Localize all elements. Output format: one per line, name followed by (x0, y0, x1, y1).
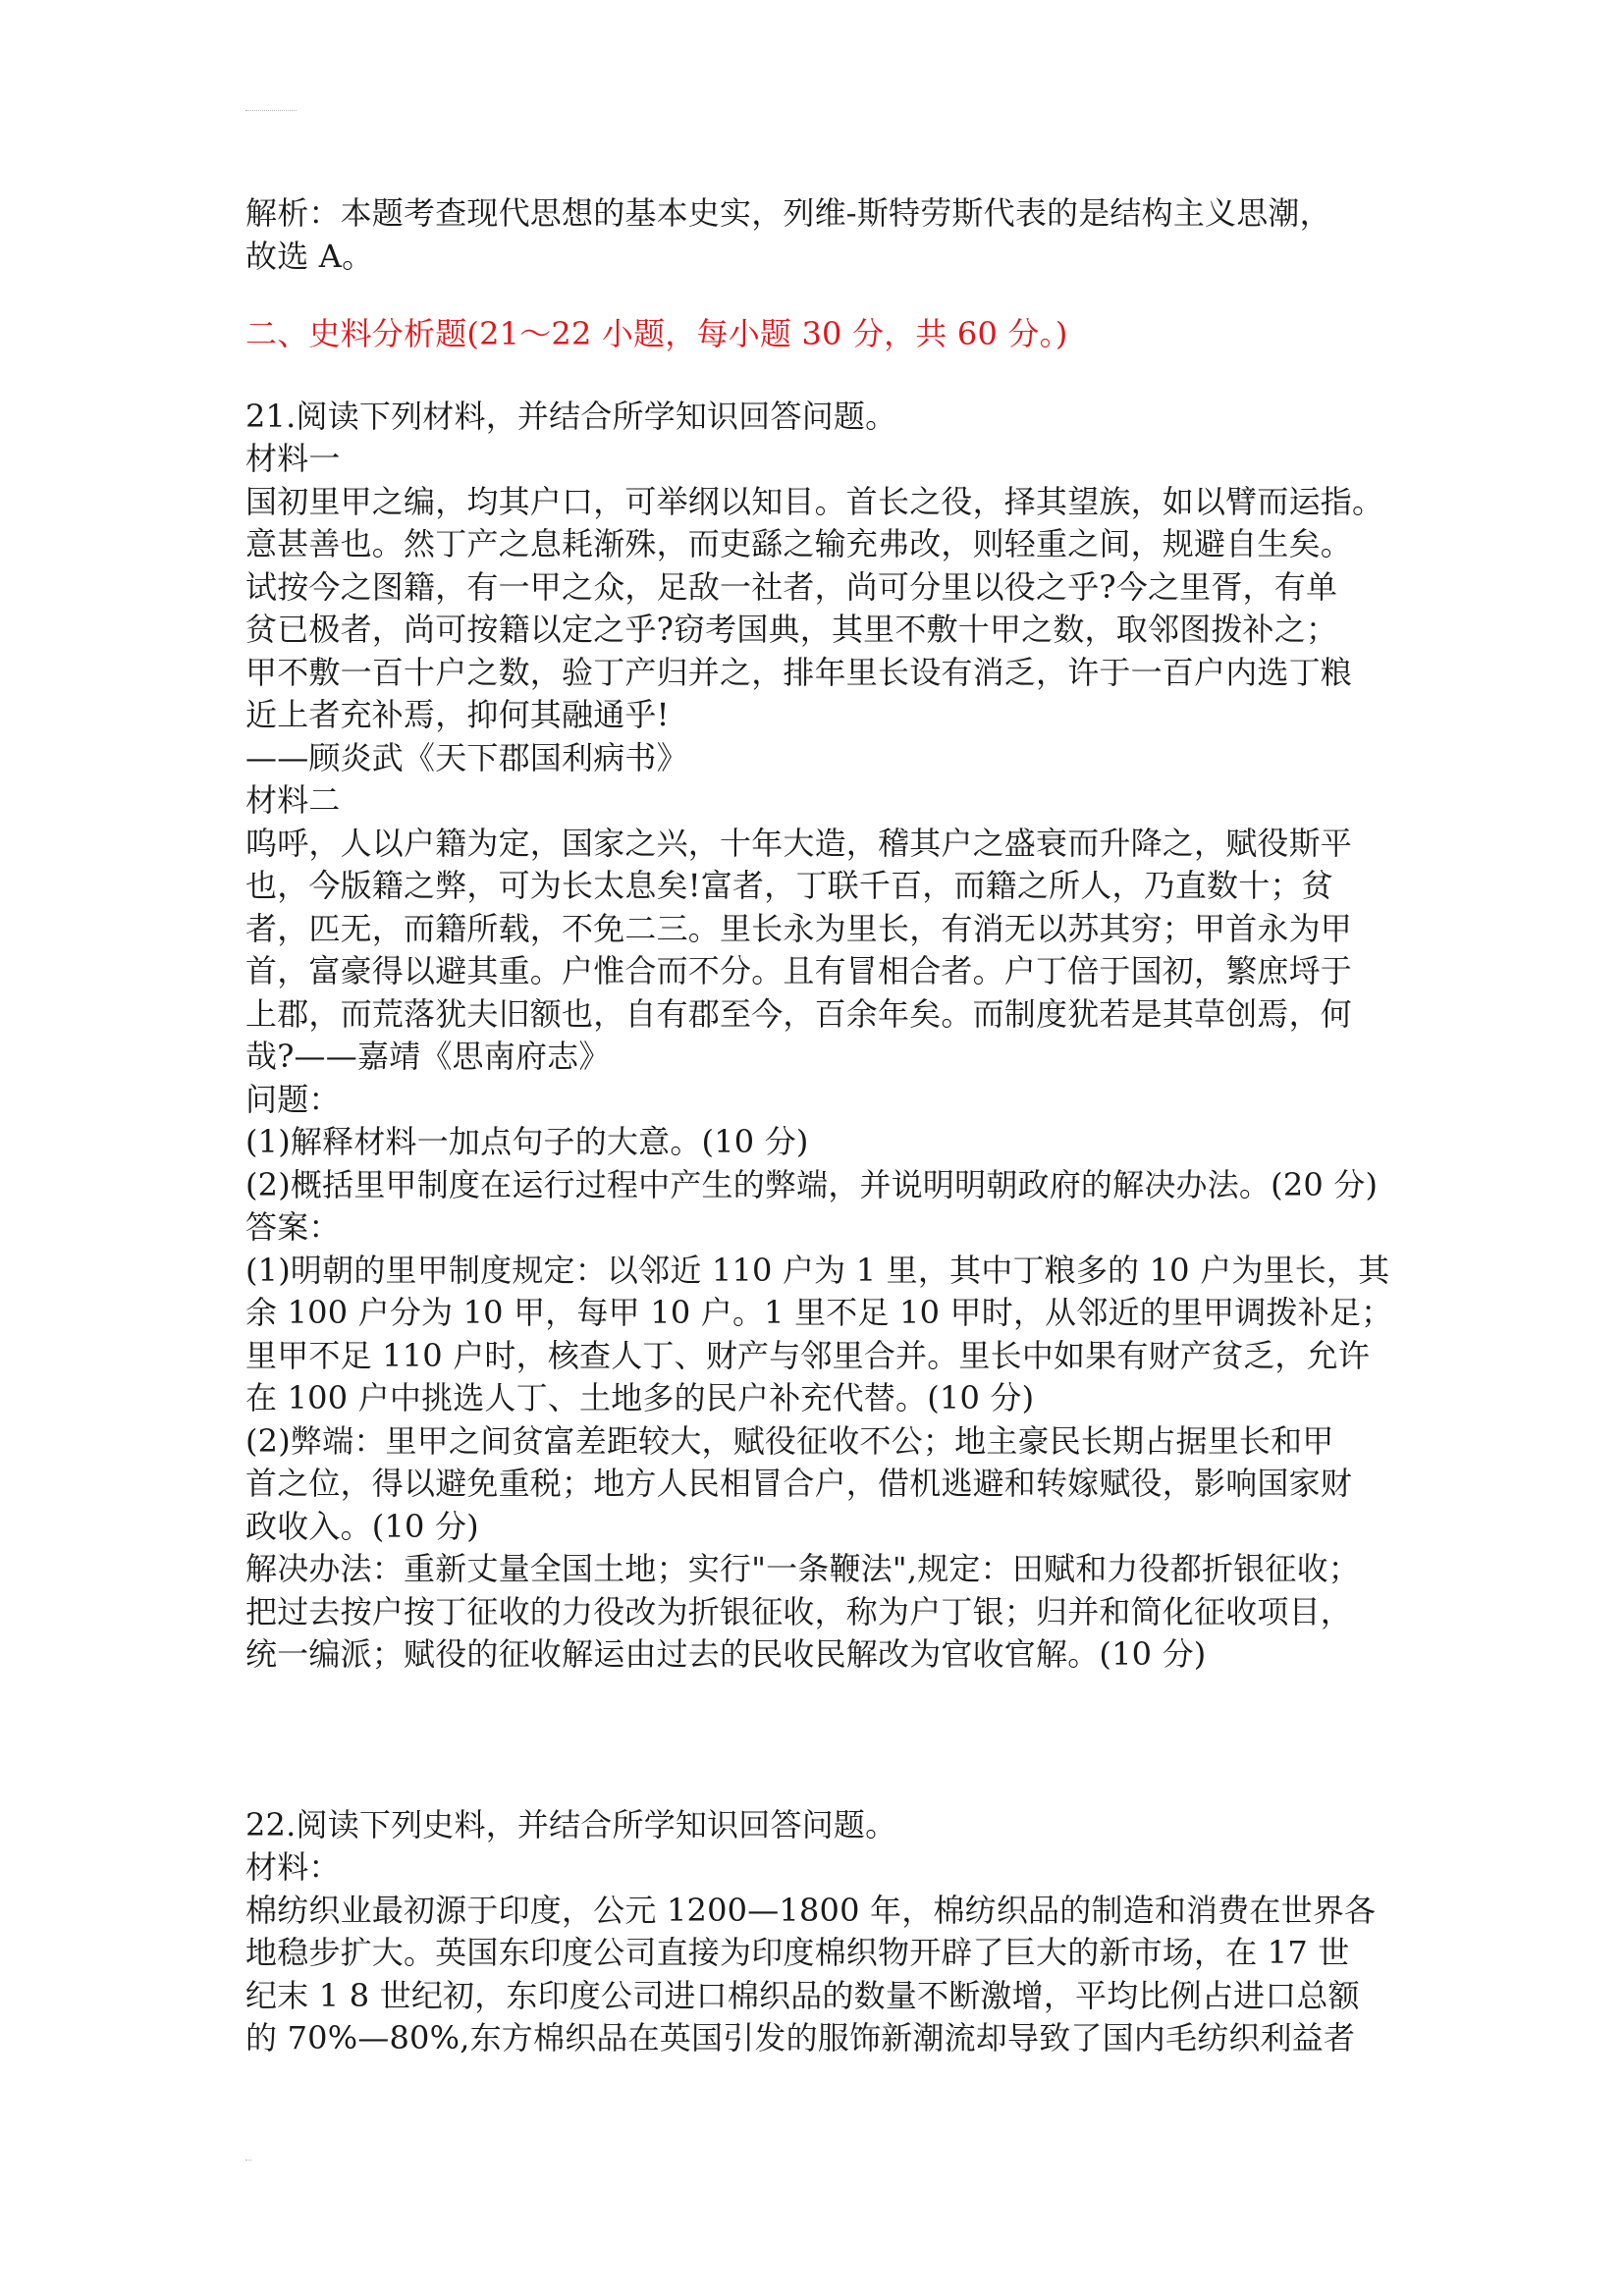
q21-line: 首之位，得以避免重税；地方人民相冒合户，借机逃避和转嫁赋役，影响国家财 (245, 1465, 1353, 1502)
q21-line: 首，富豪得以避其重。户惟合而不分。且有冒相合者。户丁倍于国初，繁庶埒于 (245, 952, 1353, 989)
q21-line: 21.阅读下列材料，并结合所学知识回答问题。 (245, 397, 897, 435)
q22-line: 材料： (245, 1848, 341, 1886)
q22-line: 纪末 1 8 世纪初，东印度公司进口棉织品的数量不断激增，平均比例占进口总额 (245, 1976, 1360, 2014)
q21-line: 国初里甲之编，均其户口，可举纲以知目。首长之役，择其望族，如以臂而运指。 (245, 482, 1384, 520)
q21-line: 试按今之图籍，有一甲之众，足敌一社者，尚可分里以役之乎?今之里胥，有单 (245, 567, 1338, 606)
q21-line: (1)解释材料一加点句子的大意。(10 分) (245, 1123, 809, 1160)
q22-line: 棉纺织业最初源于印度，公元 1200—1800 年，棉纺织品的制造和消费在世界各 (245, 1891, 1377, 1929)
q21-line: 甲不敷一百十户之数，验丁产归并之，排年里长设有消乏，许于一百户内选丁粮 (245, 653, 1353, 691)
q21-line: (1)明朝的里甲制度规定：以邻近 110 户为 1 里，其中丁粮多的 10 户为里长，其 (245, 1251, 1390, 1289)
header-mark (245, 110, 297, 113)
q22-line: 的 70%—80%,东方棉织品在英国引发的服饰新潮流却导致了国内毛纺织利益者 (245, 2019, 1356, 2056)
q21-line: 意甚善也。然丁产之息耗渐殊，而吏繇之输充弗改，则轻重之间，规避自生矣。 (245, 525, 1353, 562)
q21-line: 材料二 (245, 781, 341, 819)
q21-line: 呜呼，人以户籍为定，国家之兴，十年大造，稽其户之盛衰而升降之，赋役斯平 (245, 824, 1353, 862)
q21-line: 上郡，而荒落犹夫旧额也，自有郡至今，百余年矣。而制度犹若是其草创焉，何 (245, 994, 1353, 1033)
q22-line: 地稳步扩大。英国东印度公司直接为印度棉织物开辟了巨大的新市场，在 17 世 (245, 1934, 1350, 1971)
q21-line: 在 100 户中挑选人丁、土地多的民户补充代替。(10 分) (245, 1379, 1035, 1416)
q21-line: 贫已极者，尚可按籍以定之乎?窃考国典，其里不敷十甲之数，取邻图拨补之； (245, 611, 1338, 648)
q21-line: 统一编派；赋役的征收解运由过去的民收民解改为官收官解。(10 分) (245, 1635, 1207, 1673)
intro-line: 解析：本题考查现代思想的基本史实，列维-斯特劳斯代表的是结构主义思潮， (245, 194, 1331, 232)
q21-line: (2)弊端：里甲之间贫富差距较大，赋役征收不公；地主豪民长期占据里长和甲 (245, 1421, 1334, 1460)
q21-line: (2)概括里甲制度在运行过程中产生的弊端，并说明明朝政府的解决办法。(20 分) (245, 1165, 1379, 1203)
q21-line: 材料一 (245, 440, 341, 477)
footer-mark (245, 2160, 251, 2163)
q21-line: 余 100 户分为 10 甲，每甲 10 户。1 里不足 10 甲时，从邻近的里甲调拨补足； (245, 1294, 1393, 1331)
q21-line: 答案： (245, 1208, 341, 1246)
q21-line: 近上者充补焉，抑何其融通乎! (245, 696, 670, 733)
q21-line: 哉?——嘉靖《思南府志》 (245, 1038, 611, 1075)
question-22 (245, 1804, 1384, 2060)
q21-line: 者，匹无，而籍所载，不免二三。里长永为里长，有消无以苏其穷；甲首永为甲 (245, 909, 1353, 947)
q21-line: 也，今版籍之弊，可为长太息矣!富者，丁联千百，而籍之所人，乃直数十；贫 (245, 867, 1333, 904)
q21-line: ——顾炎武《天下郡国利病书》 (245, 738, 688, 776)
q21-line: 里甲不足 110 户时，核查人丁、财产与邻里合并。里长中如果有财产贫乏，允许 (245, 1336, 1371, 1374)
q21-line: 解决办法：重新丈量全国土地；实行"一条鞭法",规定：田赋和力役都折银征收； (245, 1550, 1361, 1587)
section-heading: 二、史料分析题(21～22 小题，每小题 30 分，共 60 分。) (245, 315, 1068, 352)
question-21 (245, 396, 1393, 1677)
q21-line: 政收入。(10 分) (245, 1507, 479, 1545)
q21-line: 问题： (245, 1080, 341, 1118)
document-page (245, 192, 1393, 2060)
q22-line: 22.阅读下列史料，并结合所学知识回答问题。 (245, 1805, 897, 1843)
q21-line: 把过去按户按丁征收的力役改为折银征收，称为户丁银；归并和简化征收项目， (245, 1592, 1353, 1630)
intro-line: 故选 A。 (245, 237, 374, 275)
intro-paragraph (245, 192, 1384, 278)
